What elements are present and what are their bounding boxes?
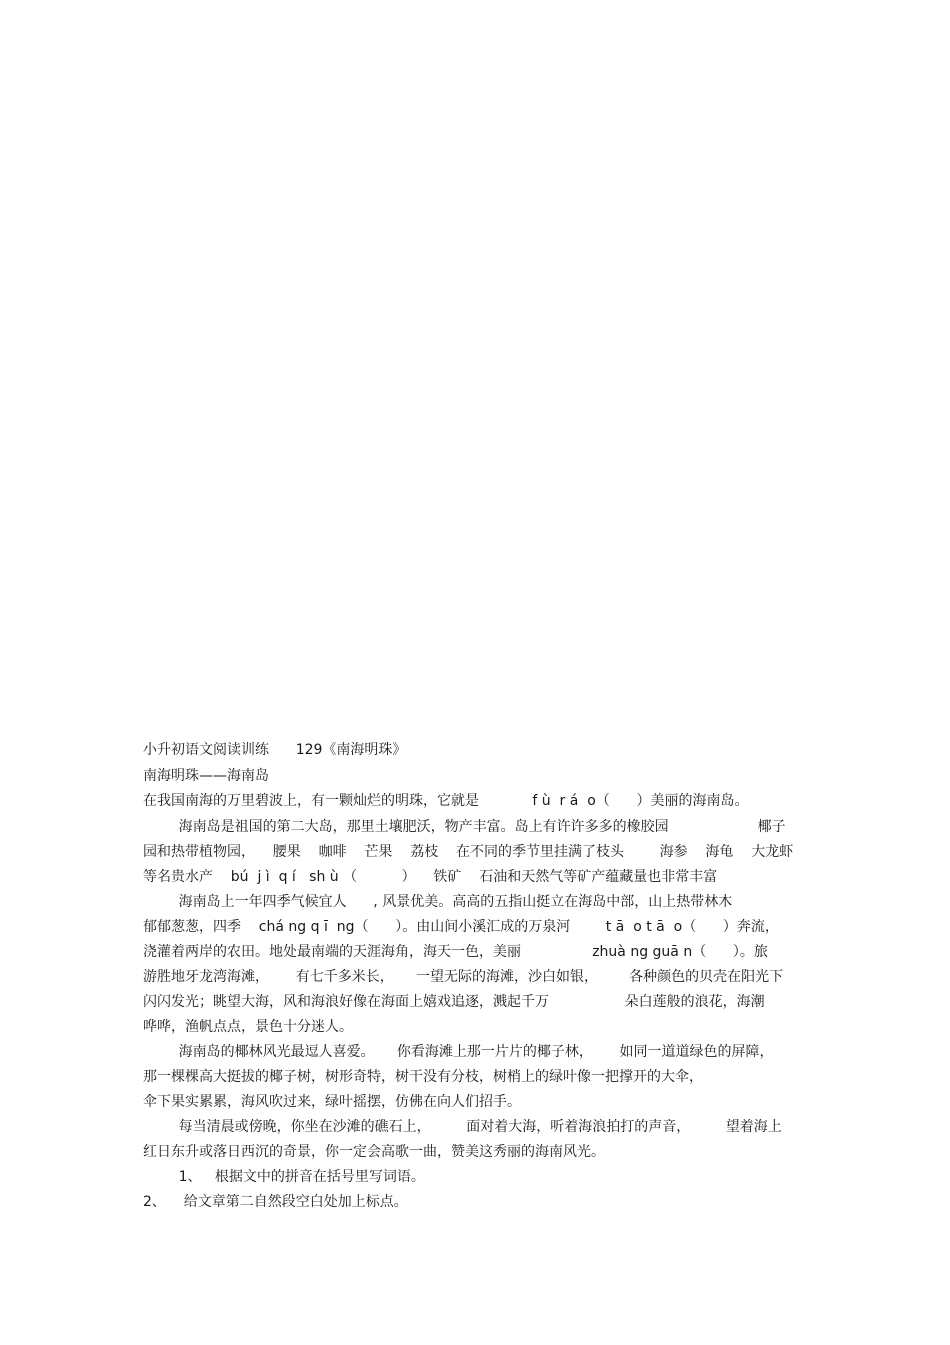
body-line: 园和热带植物园， 腰果 咖啡 芒果 荔枝 在不同的季节里挂满了枝头 海参 海龟 大龙虾 (143, 844, 794, 860)
body-line: 郁郁葱葱，四季 chá ng q ī ng（ ）。由山间小溪汇成的万泉河 t ā o t ā o（ ）奔流， (143, 919, 779, 935)
document-title: 小升初语文阅读训练 129《南海明珠》 (143, 742, 407, 758)
question-item: 2、 给文章第二自然段空白处加上标点。 (143, 1194, 408, 1210)
document-subtitle: 南海明珠——海南岛 (143, 768, 269, 784)
body-line: 游胜地牙龙湾海滩， 有七千多米长， 一望无际的海滩，沙白如银， 各种颜色的贝壳在阳光下 (143, 969, 784, 985)
body-line: 在我国南海的万里碧波上，有一颗灿烂的明珠，它就是 f ù r á o（ ）美丽的海南岛。 (143, 793, 749, 809)
body-line: 海南岛是祖国的第二大岛，那里土壤肥沃，物产丰富。岛上有许许多多的橡胶园 椰子 (143, 819, 786, 835)
body-line: 浇灌着两岸的农田。地处最南端的天涯海角，海天一色，美丽 zhuà ng guā n（ ）。旅 (143, 944, 768, 960)
body-line: 等名贵水产 bú j ì q í sh ù （ ） 铁矿 石油和天然气等矿产蕴藏量也非常丰富 (143, 869, 718, 885)
body-line: 伞下果实累累，海风吹过来，绿叶摇摆，仿佛在向人们招手。 (143, 1094, 521, 1110)
body-line: 海南岛的椰林风光最逗人喜爱。 你看海滩上那一片片的椰子林， 如同一道道绿色的屏障， (143, 1044, 774, 1060)
body-line: 闪闪发光；眺望大海，风和海浪好像在海面上嬉戏追逐，溅起千万 朵白莲般的浪花，海潮 (143, 994, 765, 1010)
body-line: 海南岛上一年四季气候宜人 , 风景优美。高高的五指山挺立在海岛中部，山上热带林木 (143, 894, 733, 910)
body-line: 哗哗，渔帆点点，景色十分迷人。 (143, 1019, 353, 1035)
body-line: 红日东升或落日西沉的奇景，你一定会高歌一曲，赞美这秀丽的海南风光。 (143, 1144, 605, 1160)
body-line: 那一棵棵高大挺拔的椰子树，树形奇特，树干没有分枝，树梢上的绿叶像一把撑开的大伞， (143, 1069, 703, 1085)
body-line: 每当清晨或傍晚，你坐在沙滩的礁石上， 面对着大海，听着海浪拍打的声音， 望着海上 (143, 1119, 782, 1135)
question-item: 1、 根据文中的拼音在括号里写词语。 (143, 1169, 425, 1185)
